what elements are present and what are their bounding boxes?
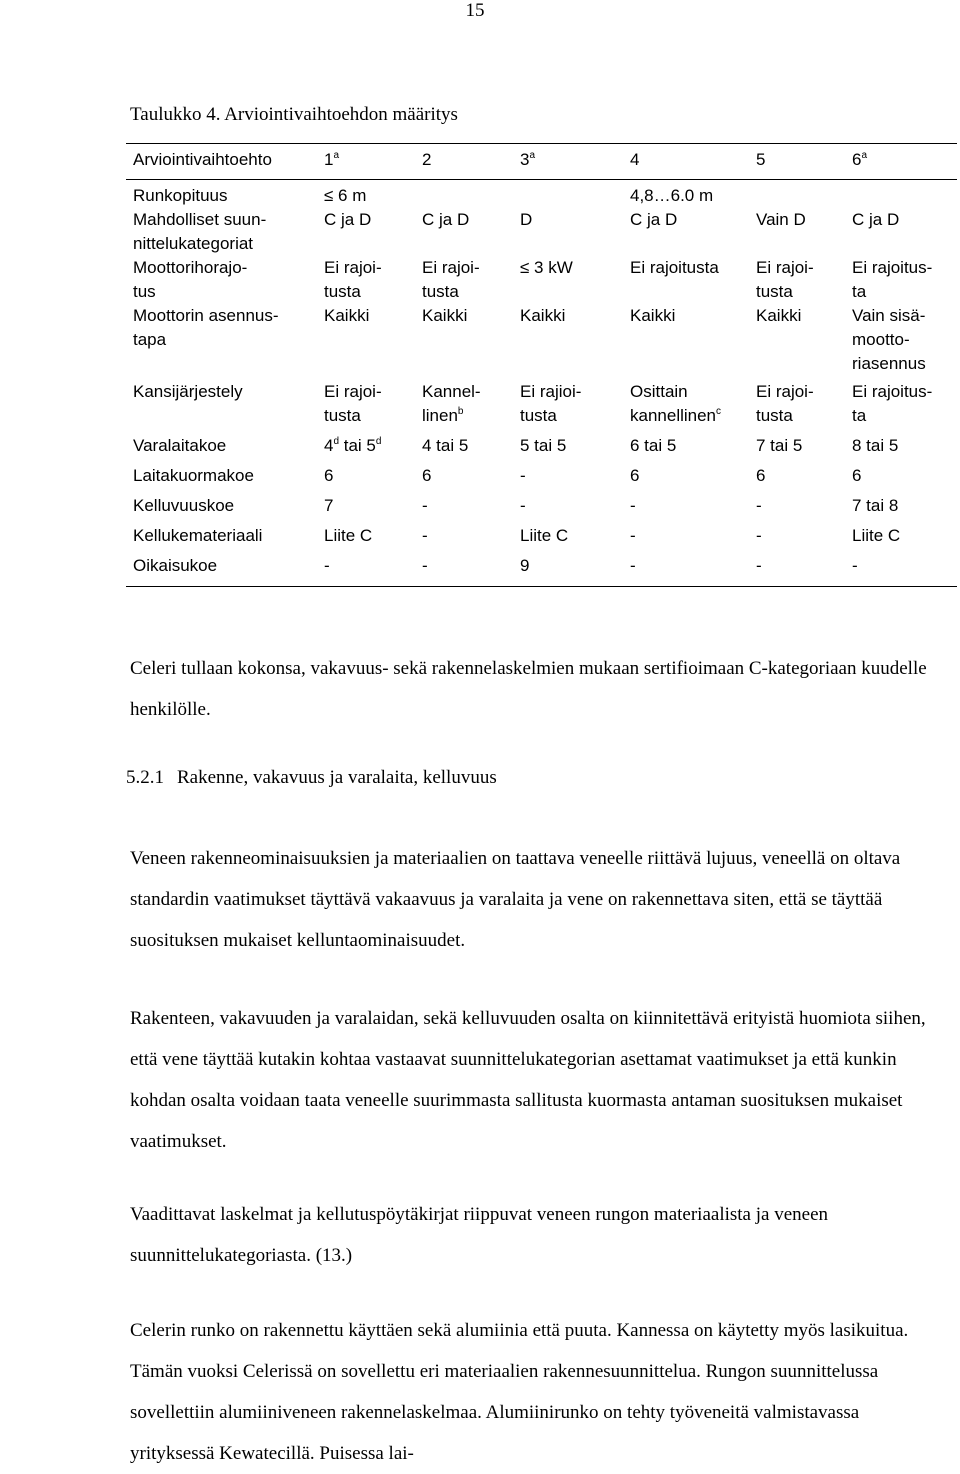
row-label: Mahdolliset suun- nittelukategoriat [133, 210, 267, 253]
table-cell: - [756, 526, 762, 545]
table-cell: - [324, 556, 330, 575]
table-row-buoyancy-material [126, 520, 957, 550]
table-cell: Ei rajoi- tusta [422, 258, 480, 301]
row-label: Moottorin asennus- tapa [133, 306, 279, 349]
row-label: Kellukemateriaali [133, 526, 263, 545]
table-cell: C ja D [422, 210, 470, 229]
row-label: Moottorihorajo- tus [133, 258, 248, 301]
section-number: 5.2.1 [126, 767, 164, 788]
assessment-table [126, 143, 957, 587]
header-col-6: 6$^a$ [852, 150, 868, 169]
table-cell: 4$^d$ tai 5$^d$ [324, 436, 382, 455]
table-cell: Kaikki [520, 306, 566, 325]
table-cell: 6 [852, 466, 862, 485]
table-cell: - [630, 556, 636, 575]
section-title: Rakenne, vakavuus ja varalaita, kelluvuus [177, 767, 497, 788]
body-paragraph: Veneen rakenneominaisuuksien ja materiaalien on taattava veneelle riittävä lujuus, veneellä on oltava standardin vaatimukset täyttävä vakaavuus ja varalaita ja vene on rakennettava siten, että se täyttää suosituksen mukaiset kelluntaominaisuudet. [130, 848, 901, 951]
body-paragraph: Rakenteen, vakavuuden ja varalaidan, sekä kelluvuuden osalta on kiinnitettävä erityistä huomiota siihen, että vene täyttää kutakin kohtaa vastaavat suunnittelukategorian asettamat vaatimukset ja että kunkin kohdan osalta voidaan taata veneelle suurimmasta sallitusta kuormasta antaman suosituksen mukaiset vaatimukset. [130, 1008, 926, 1152]
table-cell: Ei rajoitus- ta [852, 258, 933, 301]
header-col-4: 4 [630, 150, 640, 169]
summary-paragraph: Celeri tullaan kokonsa, vakavuus- sekä rakennelaskelmien mukaan sertifioimaan C-kategoriaan kuudelle henkilölle. [130, 658, 927, 720]
table-cell: - [520, 466, 526, 485]
table-cell: Liite C [520, 526, 569, 545]
table-cell: Vain sisä- mootto- riasennus [852, 306, 926, 373]
table-cell: Ei rajoi- tusta [756, 382, 814, 425]
table-cell: 7 [324, 496, 334, 515]
table-cell: - [630, 526, 636, 545]
table-row-hull-length [126, 180, 957, 209]
table-cell: - [422, 556, 428, 575]
table-cell: - [422, 526, 428, 545]
table-row-freeboard-test [126, 430, 957, 460]
table-cell: 4 tai 5 [422, 436, 469, 455]
table-row-engine-installation [126, 304, 957, 376]
table-cell: Ei rajioi- tusta [520, 382, 582, 425]
table-cell: - [630, 496, 636, 515]
table-header-row [126, 144, 957, 180]
table-cell: Ei rajoi- tusta [324, 258, 382, 301]
body-paragraph: Celerin runko on rakennettu käyttäen sekä alumiinia että puuta. Kannessa on käytetty myös lasikuitua. Tämän vuoksi Celerissä on sovellettu eri materiaalien rakennesuunnittelua. Rungon suunnittelussa sovellettiin alumiiniveneen rakennelaskelmaa. Alumiinirunko on tehty työveneitä valmistavassa yrityksessä Kewatecillä. Puisessa lai- [130, 1320, 909, 1464]
table-cell: 6 [756, 466, 766, 485]
table-cell: Vain D [756, 210, 806, 229]
table-cell: Kaikki [422, 306, 468, 325]
body-paragraph: Vaadittavat laskelmat ja kellutuspöytäkirjat riippuvat veneen rungon materiaalista ja veneen suunnittelukategoriasta. (13.) [130, 1204, 828, 1266]
table-cell: 9 [520, 556, 530, 575]
table-cell: 6 [324, 466, 334, 485]
table-cell: Kannel- linen$^b$ [422, 382, 481, 425]
table-cell: Ei rajoitus- ta [852, 382, 933, 425]
table-cell: 6 tai 5 [630, 436, 677, 455]
header-col-2: 2 [422, 150, 432, 169]
table-cell: Ei rajoitusta [630, 258, 719, 277]
header-col-5: 5 [756, 150, 766, 169]
table-row-design-categories [126, 208, 957, 256]
table-cell: Osittain kannellinen$^c$ [630, 382, 722, 425]
table-cell: ≤ 3 kW [520, 258, 573, 277]
table-row-gunwale-load-test [126, 460, 957, 490]
table-cell: - [756, 496, 762, 515]
table-cell: Liite C [324, 526, 373, 545]
table-cell: 8 tai 5 [852, 436, 899, 455]
table-cell: Kaikki [756, 306, 802, 325]
page-number: 15 [465, 0, 485, 21]
row-label: Varalaitakoe [133, 436, 227, 455]
hull-length-range-a: ≤ 6 m [324, 186, 367, 205]
table-caption: Taulukko 4. Arviointivaihtoehdon määritys [130, 104, 458, 125]
header-col-3: 3$^a$ [520, 150, 536, 169]
table-cell: C ja D [324, 210, 372, 229]
table-cell: 7 tai 5 [756, 436, 803, 455]
section-heading [126, 767, 497, 789]
row-label: Laitakuormakoe [133, 466, 254, 485]
table-cell: D [520, 210, 533, 229]
table-cell: 5 tai 5 [520, 436, 567, 455]
table-row-buoyancy-test [126, 490, 957, 520]
table-row-righting-test [126, 550, 957, 586]
row-label: Oikaisukoe [133, 556, 218, 575]
table-cell: - [852, 556, 858, 575]
table-cell: Kaikki [630, 306, 676, 325]
row-label: Runkopituus [133, 186, 228, 205]
table-cell: - [422, 496, 428, 515]
table-cell: - [756, 556, 762, 575]
table-row-deck-system [126, 376, 957, 430]
table-cell: 6 [630, 466, 640, 485]
header-label: Arviointivaihtoehto [133, 150, 272, 169]
table-cell: 7 tai 8 [852, 496, 899, 515]
row-label: Kansijärjestely [133, 382, 243, 401]
table-cell: C ja D [852, 210, 900, 229]
table-cell: - [520, 496, 526, 515]
table-cell: 6 [422, 466, 432, 485]
table-cell: C ja D [630, 210, 678, 229]
table-cell: Kaikki [324, 306, 370, 325]
table-cell: Ei rajoi- tusta [756, 258, 814, 301]
table-cell: Liite C [852, 526, 901, 545]
table-row-engine-power [126, 256, 957, 304]
hull-length-range-b: 4,8…6.0 m [630, 186, 714, 205]
header-col-1: 1$^a$ [324, 150, 340, 169]
table-cell: Ei rajoi- tusta [324, 382, 382, 425]
row-label: Kelluvuuskoe [133, 496, 235, 515]
